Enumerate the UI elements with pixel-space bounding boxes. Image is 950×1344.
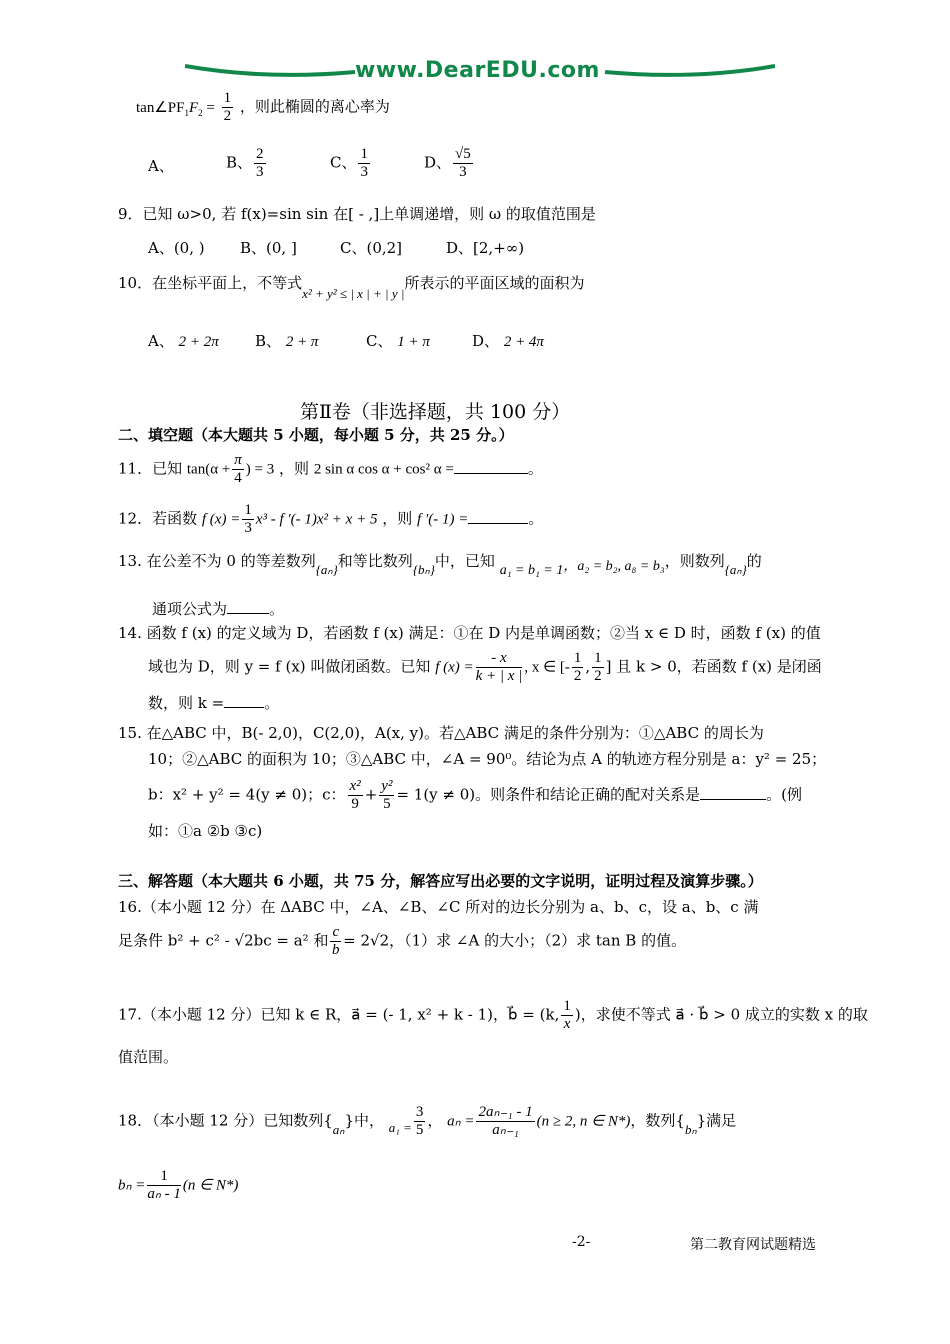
q8-option-c: C、 $\frac{1}{3}$	[330, 146, 368, 180]
q15-line4: 如：①a ②b ③c)	[148, 822, 263, 840]
q10-option-c: C、 1 + π	[366, 332, 430, 350]
footer-page-number: -2-	[572, 1234, 591, 1250]
q10-option-a: A、 2 + 2π	[148, 332, 219, 350]
q11: 11．已知 tan(α + $\frac{\pi}{4}$ ) = 3 ，则 2 sin α cos α + cos² α = 。	[118, 452, 543, 486]
q15-line3: b：x² + y² = 4(y ≠ 0)；c： $\frac{\text{x²}}{9}$ + $\frac{\text{y²}}{5}$ = 1(y ≠ 0)。则条件和结论正确的配对关系是 。(例	[148, 778, 803, 812]
q18-line2: bₙ = $\frac{1}{\text{aₙ - 1}}$ (n ∈ N*)	[118, 1168, 239, 1202]
q8-option-a: A、	[148, 157, 174, 175]
q17-line1: 17.（本小题 12 分）已知 k ∈ R，a⃗ = (- 1, x² + k - 1)，b⃗ = (k, $\frac{1}{x}$ )，求使不等式 a⃗ · b⃗ > 0 成立的实数 x 的取	[118, 998, 868, 1032]
q14-line3: 数，则 k = 。	[148, 694, 280, 712]
q12: 12．若函数 f (x) = $\frac{1}{3}$ x³ - f ′(- 1)x² + x + 5 ，则 f ′(- 1) = 。	[118, 502, 544, 536]
q18-line1: 18．（本小题 12 分）已知数列{aₙ}中， a₁ = $\frac{3}{5}$ ， aₙ = $\frac{\text{2aₙ₋₁ - 1}}{\text{aₙ₋₁}}$ (n ≥ 2, n ∈ N*)，数列{bₙ}满足	[118, 1104, 737, 1138]
q9-stem: 9．已知 ω>0, 若 f(x)=sin sin 在[ - ,]上单调递增，则 ω 的取值范围是	[118, 205, 596, 223]
section3-title: 三、解答题（本大题共 6 小题，共 75 分，解答应写出必要的文字说明，证明过程及演算步骤。）	[118, 872, 763, 890]
part2-title: 第Ⅱ卷（非选择题，共 100 分）	[300, 401, 571, 423]
q16-line2: 足条件 b² + c² - √2bc = a² 和 $\frac{c}{b}$ = 2√2，（1）求 ∠A 的大小；（2）求 tan B 的值。	[118, 924, 687, 958]
footer-site-name: 第二教育网试题精选	[690, 1237, 816, 1253]
q14-line2: 域也为 D，则 y = f (x) 叫做闭函数。已知 f (x) = $\frac{- x}{k + | x |}$ , x ∈ [- $\frac{1}{2}$ , $\frac{1}{2}$ ] 且 k > 0，若函数 f (x) 是闭函	[148, 650, 822, 684]
q10-stem: 10．在坐标平面上，不等式x² + y² ≤ | x | + | y |所表示的平面区域的面积为	[118, 274, 585, 301]
q13-line2: 通项公式为 。	[152, 600, 285, 618]
q14-line1: 14. 函数 f (x) 的定义域为 D，若函数 f (x) 满足：①在 D 内是单调函数；②当 x ∈ D 时，函数 f (x) 的值	[118, 624, 821, 642]
q16-line1: 16.（本小题 12 分）在 ΔABC 中，∠A、∠B、∠C 所对的边长分别为 a、b、c，设 a、b、c 满	[118, 898, 759, 916]
q8-option-d: D、 $\frac{√5}{3}$	[424, 146, 471, 180]
q13-line1: 13. 在公差不为 0 的等差数列{aₙ}和等比数列{bₙ}中，已知 a₁ = b₁ = 1，a₂ = b₂, a₈ = b₃，则数列{aₙ}的	[118, 552, 762, 578]
q10-option-b: B、 2 + π	[255, 332, 319, 350]
q8-option-b: B、 $\frac{2}{3}$	[226, 146, 264, 180]
header-logo: www.DearEDU.com	[355, 58, 600, 83]
q8-tail-line: $\tan\angle PF_1F_2$ = $\frac{1}{2}$ ，则此椭圆的离心率为	[136, 90, 390, 124]
q17-line2: 值范围。	[118, 1048, 179, 1066]
q9-option-d: D、[2,+∞)	[446, 239, 525, 257]
q9-option-b: B、(0, ]	[240, 239, 297, 257]
q15-line2: 10；②△ABC 的面积为 10；③△ABC 中，∠A = 90⁰。结论为点 A 的轨迹方程分别是 a：y² = 25；	[148, 750, 827, 768]
q15-line1: 15. 在△ABC 中，B(- 2,0)，C(2,0)，A(x, y)。若△ABC 满足的条件分别为：①△ABC 的周长为	[118, 724, 764, 742]
section2-title: 二、填空题（本大题共 5 小题，每小题 5 分，共 25 分。）	[118, 426, 514, 444]
q9-option-a: A、(0, )	[148, 239, 205, 257]
q9-option-c: C、(0,2]	[340, 239, 403, 257]
q10-option-d: D、 2 + 4π	[472, 332, 544, 350]
